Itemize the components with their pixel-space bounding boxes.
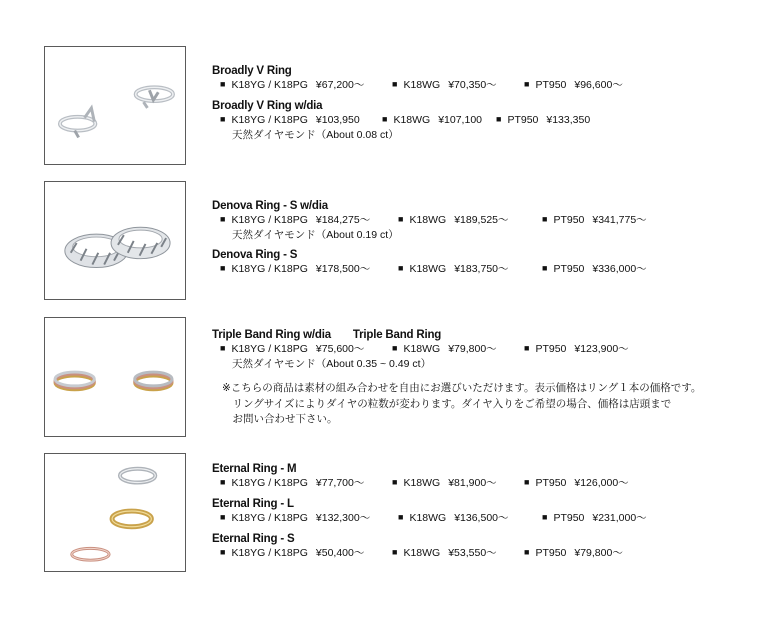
price-item: ■ K18WG ¥107,100 — [382, 113, 482, 128]
triple-band-note: ※こちらの商品は素材の組み合わせを自由にお選びいただけます。表示価格はリング１本の価格です。 リングサイズによりダイヤの粒数が変わります。ダイヤ入りをご希望の場合、価格は店頭まで お問い合わせ下さい。 — [222, 382, 702, 425]
price-item: ■ K18WG ¥81,900～ — [392, 476, 497, 491]
product-title: Broadly V Ring — [212, 65, 292, 77]
price-item: ■ PT950 ¥126,000～ — [524, 476, 629, 491]
price-row — [212, 262, 738, 277]
product-image-broadly-v — [44, 46, 186, 165]
price-item: ■ K18YG / K18PG ¥184,275～ — [220, 213, 370, 228]
price-row — [212, 78, 738, 93]
price-row — [212, 213, 738, 228]
price-item: ■ K18YG / K18PG ¥67,200～ — [220, 78, 364, 93]
product-title: Broadly V Ring w/dia — [212, 100, 323, 112]
product-image-eternal — [44, 453, 186, 572]
diamond-note: 天然ダイヤモンド（About 0.35 ~ 0.49 ct） — [232, 358, 432, 370]
price-item: ■ K18YG / K18PG ¥75,600～ — [220, 342, 364, 357]
product-title: Eternal Ring - L — [212, 498, 294, 510]
price-item: ■ K18YG / K18PG ¥132,300～ — [220, 511, 370, 526]
product-title: Eternal Ring - S — [212, 533, 295, 545]
price-item: ■ K18YG / K18PG ¥103,950 — [220, 113, 360, 128]
price-row — [212, 113, 738, 128]
price-row — [212, 342, 738, 357]
ring-photo — [45, 182, 185, 299]
price-item: ■ K18WG ¥189,525～ — [398, 213, 509, 228]
product-image-triple-band — [44, 317, 186, 437]
price-item: ■ K18WG ¥53,550～ — [392, 546, 497, 561]
price-item: ■ PT950 ¥336,000～ — [542, 262, 647, 277]
price-row — [212, 511, 738, 526]
product-title: Eternal Ring - M — [212, 463, 297, 475]
price-item: ■ PT950 ¥341,775～ — [542, 213, 647, 228]
price-item: ■ K18YG / K18PG ¥178,500～ — [220, 262, 370, 277]
price-item: ■ PT950 ¥79,800～ — [524, 546, 623, 561]
price-item: ■ K18WG ¥70,350～ — [392, 78, 497, 93]
ring-photo — [45, 318, 185, 436]
ring-photo — [45, 47, 185, 164]
ring-photo — [45, 454, 185, 571]
price-row — [212, 476, 738, 491]
price-item: ■ K18YG / K18PG ¥50,400～ — [220, 546, 364, 561]
price-item: ■ K18WG ¥79,800～ — [392, 342, 497, 357]
price-item: ■ K18WG ¥136,500～ — [398, 511, 509, 526]
product-title: Denova Ring - S — [212, 249, 298, 261]
price-item: ■ PT950 ¥123,900～ — [524, 342, 629, 357]
price-item: ■ PT950 ¥231,000～ — [542, 511, 647, 526]
price-item: ■ K18YG / K18PG ¥77,700～ — [220, 476, 364, 491]
product-broadly-v-ring — [212, 64, 738, 142]
diamond-note: 天然ダイヤモンド（About 0.08 ct） — [232, 129, 399, 141]
product-title: Triple Band Ring w/dia Triple Band Ring — [212, 329, 442, 341]
price-item: ■ PT950 ¥133,350 — [496, 113, 590, 128]
product-denova-ring — [212, 199, 738, 277]
product-title: Denova Ring - S w/dia — [212, 200, 328, 212]
product-image-denova — [44, 181, 186, 300]
price-row — [212, 546, 738, 561]
price-item: ■ PT950 ¥96,600～ — [524, 78, 623, 93]
product-eternal-ring — [212, 462, 738, 561]
price-item: ■ K18WG ¥183,750～ — [398, 262, 509, 277]
product-triple-band-ring — [212, 328, 738, 371]
diamond-note: 天然ダイヤモンド（About 0.19 ct） — [232, 229, 399, 241]
